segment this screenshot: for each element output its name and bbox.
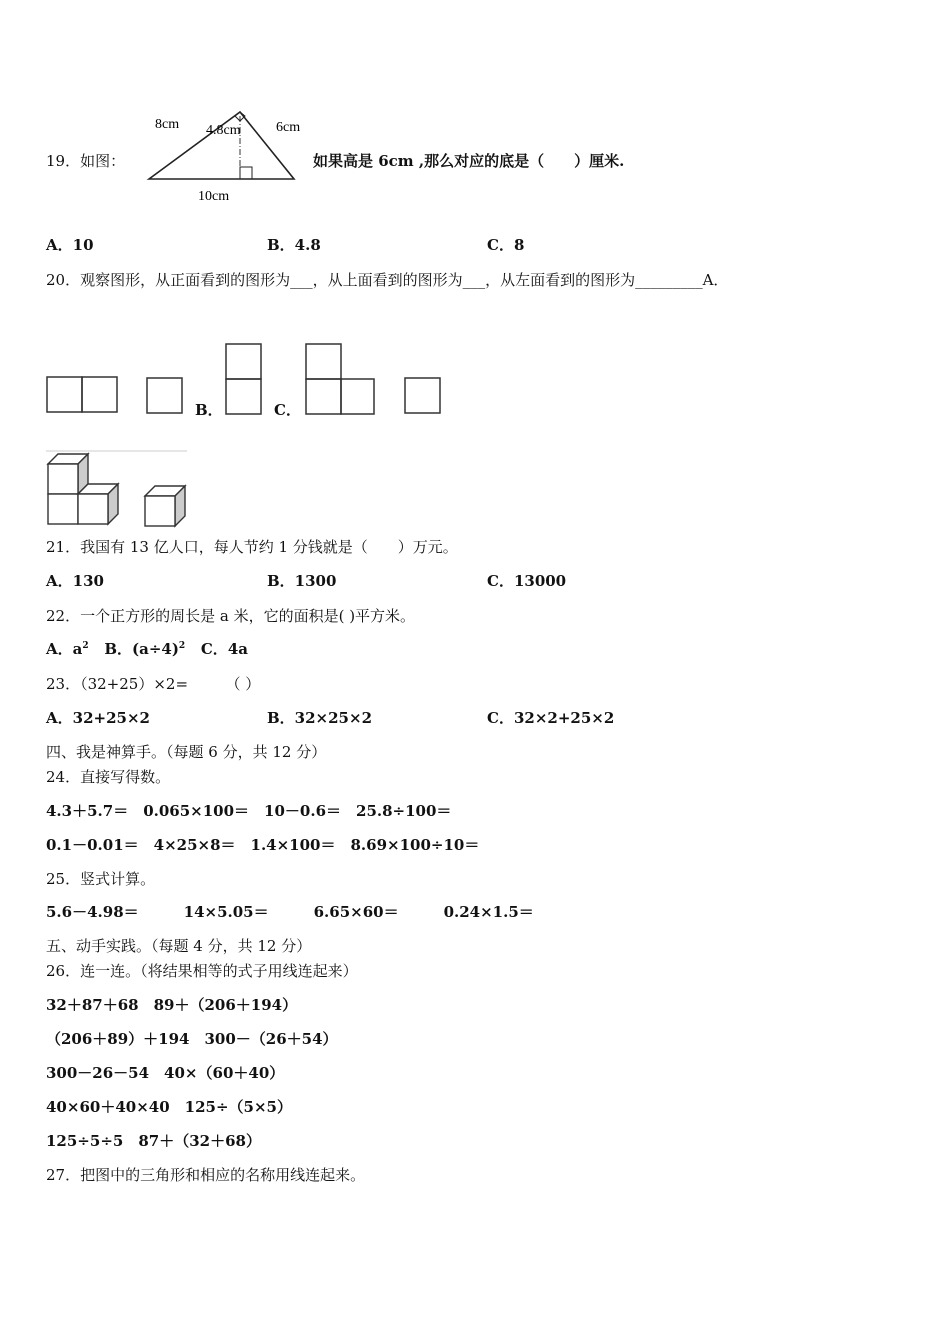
q27-question: 27．把图中的三角形和相应的名称用线连起来。 — [46, 1166, 366, 1184]
label-6cm: 6cm — [276, 120, 301, 135]
q20-option-b-label: B． — [195, 401, 223, 419]
q24-row-2: 0.1－0.01＝ 4×25×8＝ 1.4×100＝ 8.69×100÷10＝ — [46, 836, 480, 854]
q26-row: 300－26－54 40×（60＋40） — [46, 1064, 285, 1082]
q19-triangle-figure — [140, 104, 310, 208]
q23-question: 23．（32+25）×2= （ ） — [46, 675, 261, 693]
q20-view-options-figure — [46, 342, 446, 416]
q22-option-c-letter: C． — [200, 640, 228, 658]
label-8cm: 8cm — [155, 117, 180, 132]
q21-question: 21．我国有 13 亿人口，每人节约 1 分钱就是（ ）万元。 — [46, 538, 458, 556]
q24-question: 24．直接写得数。 — [46, 768, 171, 786]
q26-row: 40×60＋40×40 125÷（5×5） — [46, 1098, 292, 1116]
q25-row: 5.6－4.98＝ 14×5.05＝ 6.65×60＝ 0.24×1.5＝ — [46, 903, 534, 921]
q24-row-1: 4.3＋5.7＝ 0.065×100＝ 10－0.6＝ 25.8÷100＝ — [46, 802, 452, 820]
q22-question: 22．一个正方形的周长是 a 米，它的面积是( )平方米。 — [46, 607, 416, 625]
section5-title: 五、动手实践。（每题 4 分，共 12 分） — [46, 937, 312, 955]
q23-option-c: C．32×2+25×2 — [487, 709, 615, 727]
q22-option-a-letter: A． — [46, 640, 73, 658]
label-4-8cm: 4.8cm — [206, 123, 241, 138]
q19-number: 19．如图： — [46, 152, 126, 170]
label-10cm: 10cm — [198, 189, 230, 204]
q21-option-c: C．13000 — [487, 572, 567, 590]
q23-option-a: A．32+25×2 — [46, 709, 150, 727]
q21-option-b: B．1300 — [267, 572, 337, 590]
q19-question: 如果高是 6cm ,那么对应的底是（ ）厘米. — [313, 152, 625, 170]
q20-cubes-figure — [46, 450, 188, 528]
q26-question: 26．连一连。（将结果相等的式子用线连起来） — [46, 962, 358, 980]
q20-option-c-label: C． — [274, 401, 301, 419]
q25-question: 25．竖式计算。 — [46, 870, 156, 888]
q19-option-b: B．4.8 — [267, 236, 321, 254]
section4-title: 四、我是神算手。（每题 6 分，共 12 分） — [46, 743, 327, 761]
q23-option-b: B．32×25×2 — [267, 709, 373, 727]
q22-option-b-letter: B． — [104, 640, 132, 658]
q22-options: A．$a^2$ B．$(a\div 4)^2$ C．4a — [46, 640, 248, 658]
q26-row: （206＋89）＋194 300－（26＋54） — [46, 1030, 338, 1048]
q26-row: 125÷5÷5 87＋（32＋68） — [46, 1132, 261, 1150]
q19-option-a: A．10 — [46, 236, 94, 254]
q19-option-c: C．8 — [487, 236, 525, 254]
q20-question: 20．观察图形，从正面看到的图形为___，从上面看到的图形为___，从左面看到的图形为_________A． — [46, 271, 729, 289]
q26-row: 32＋87＋68 89＋（206＋194） — [46, 996, 298, 1014]
q21-option-a: A．130 — [46, 572, 104, 590]
